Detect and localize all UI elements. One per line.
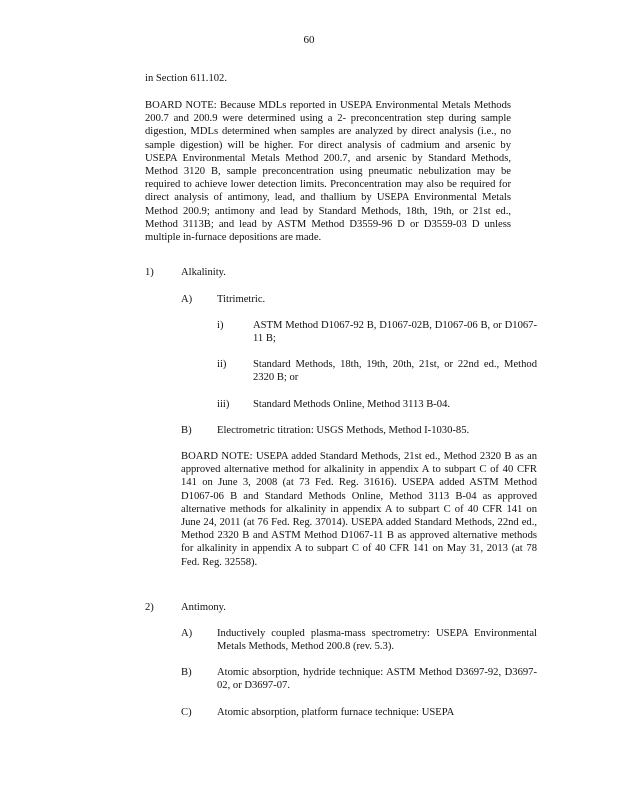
item-hydride-technique: Atomic absorption, hydride technique: ASTM Method D3697-92, D3697-02, or D3697-07. <box>217 667 537 692</box>
board-note-alkalinity: BOARD NOTE: USEPA added Standard Methods, 21st ed., Method 2320 B as an approved alternative method for alkalinity in appendix A to subpart C of 40 CFR 141 on June 3, 2008 (at 73 Fed. Reg. 31616). USEPA added ASTM Method D1067-06 B and Standard Methods Online, Method 3113 B-04 as approved alternative methods for alkalinity in appendix A to subpart C of 40 CFR 141 on June 24, 2011 (at 76 Fed. Reg. 37014). USEPA added Standard Methods, 22nd ed., Method 2320 B and ASTM Method D1067-11 B as approved alternative methods for alkalinity in appendix A to subpart C of 40 CFR 141 on May 31, 2013 (at 78 Fed. Reg. 32558). <box>181 451 537 568</box>
board-note-mdl: BOARD NOTE: Because MDLs reported in USEPA Environmental Metals Methods 200.7 and 200.9 were determined using a 2- preconcentration step during sample digestion, MDLs determined when samples are analyzed by direct analysis (i.e., no sample digestion) will be higher. For direct analysis of cadmium and arsenic by USEPA Environmental Metals Method 200.7, and arsenic by Standard Methods, Method 3120 B, sample preconcentration using pneumatic nebulization may be required to achieve lower detection limits. Preconcentration may also be required for direct analysis of antimony, lead, and thallium by USEPA Environmental Metals Method 200.9; antimony and lead by Standard Methods, 18th, 19th, or 21st ed., Method 3113B; and lead by ASTM Method D3559-96 D or D3559-03 D unless multiple in-furnace depositions are made. <box>145 100 511 244</box>
subitem-number: iii) <box>217 399 230 410</box>
subitem-standard-methods-online: Standard Methods Online, Method 3113 B-04. <box>253 399 451 410</box>
item-letter: C) <box>181 707 192 718</box>
item-letter: B) <box>181 425 192 436</box>
item-electrometric-titration: Electrometric titration: USGS Methods, Method I-1030-85. <box>217 425 470 436</box>
section-number: 2) <box>145 602 154 613</box>
item-titrimetric: Titrimetric. <box>217 294 266 305</box>
item-letter: A) <box>181 628 193 639</box>
subitem-number: i) <box>217 320 224 331</box>
section-number: 1) <box>145 267 154 278</box>
section-title-alkalinity: Alkalinity. <box>181 267 226 278</box>
item-platform-furnace: Atomic absorption, platform furnace technique: USEPA <box>217 707 455 718</box>
item-icp-ms: Inductively coupled plasma-mass spectrometry: USEPA Environmental Metals Methods, Method 200.8 (rev. 5.3). <box>217 628 537 653</box>
subitem-number: ii) <box>217 359 227 370</box>
subitem-standard-methods-2320b: Standard Methods, 18th, 19th, 20th, 21st, or 22nd ed., Method 2320 B; or <box>253 359 537 384</box>
page-number: 60 <box>303 34 315 46</box>
item-letter: A) <box>181 294 193 305</box>
intro-text: in Section 611.102. <box>145 73 227 84</box>
item-letter: B) <box>181 667 192 678</box>
subitem-astm-d1067: ASTM Method D1067-92 B, D1067-02B, D1067-06 B, or D1067-11 B; <box>253 320 537 345</box>
section-title-antimony: Antimony. <box>181 602 226 613</box>
